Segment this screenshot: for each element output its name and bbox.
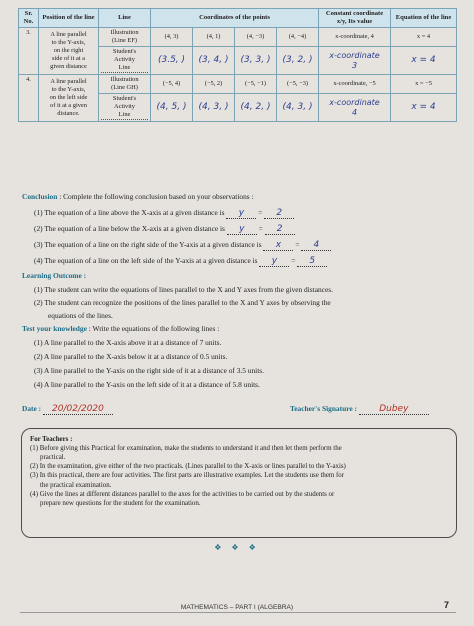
handwritten-constant: [319, 94, 391, 122]
position-line: on the left side: [49, 94, 88, 102]
handwritten-answer: y: [259, 256, 289, 267]
position-line: distance.: [57, 110, 80, 118]
conclusion-item-text: (4) The equation of a line on the left side of the Y-axis at a given distance is: [34, 256, 258, 265]
handwritten-answer: 5: [297, 256, 327, 267]
point-cell: (−5, −3): [277, 75, 319, 94]
line-label: Activity: [114, 103, 135, 111]
date-line: [22, 404, 113, 415]
equation-cell: x = −5: [391, 75, 457, 94]
observation-table: [18, 8, 457, 122]
point-cell: (−5, −1): [235, 75, 277, 94]
position-line: side of it at a: [51, 55, 85, 63]
point-cell: (−5, 2): [193, 75, 235, 94]
row-line-illustration: [99, 75, 151, 94]
row-sr: 3.: [19, 28, 39, 75]
position-line: to the Y-axis,: [51, 86, 86, 94]
date-value: 20/02/2020: [43, 404, 113, 415]
point-cell: (4, 3): [151, 28, 193, 47]
header-constant: Constant coordinate x/y, Its value: [319, 9, 391, 28]
handwritten-answer: 4: [301, 240, 331, 251]
row-line-illustration: [99, 28, 151, 47]
teachers-item: practical.: [40, 454, 66, 462]
handwritten-answer: x: [263, 240, 293, 251]
test-item: (1) A line parallel to the X-axis above it at a distance of 7 units.: [34, 338, 222, 347]
test-item: (2) A line parallel to the X-axis below it at a distance of 0.5 units.: [34, 352, 228, 361]
teachers-item: (3) In this practical, there are four activities. The first parts are illustrative examples. Let the students use them for: [30, 472, 345, 480]
conclusion-item: (1) The equation of a line above the X-axis at a given distance is y = 2: [34, 208, 294, 219]
teachers-item: (1) Before giving this Practical for examination, make the students to understand it and then let them perform the: [30, 445, 342, 453]
row-position: [39, 28, 99, 75]
learning-item: (2) The student can recognize the positions of the lines parallel to the X and Y axes by observing the: [34, 298, 331, 307]
page-footer: MATHEMATICS – PART I (ALGEBRA): [180, 604, 294, 611]
ornament-divider: ❖ ❖ ❖: [214, 543, 260, 552]
teachers-item: prepare new questions for the student for the examination.: [40, 499, 201, 507]
learning-title: Learning Outcome :: [22, 271, 87, 280]
handwritten-equation: x = 4: [391, 94, 457, 122]
test-intro: : Write the equations of the following lines :: [88, 324, 220, 333]
test-heading-line: [22, 324, 219, 333]
handwritten-answer: 2: [265, 224, 295, 235]
page-number: 7: [444, 600, 450, 610]
date-label: Date :: [22, 404, 42, 413]
learning-item: (1) The student can write the equations of lines parallel to the X and Y axes from the given distances.: [34, 285, 333, 294]
handwritten-point: (3.5, ): [151, 47, 193, 75]
line-label: Line: [101, 111, 148, 120]
line-label: (Line GH): [111, 84, 138, 92]
position-line: on the right: [53, 47, 84, 55]
handwritten-point: (3, 2, ): [277, 47, 319, 75]
table-row: [19, 75, 457, 94]
row-position: [39, 75, 99, 122]
teachers-item: the practical examination.: [40, 481, 112, 489]
signature-line: [290, 404, 429, 415]
point-cell: (4, −4): [277, 28, 319, 47]
handwritten-point: (3, 3, ): [235, 47, 277, 75]
position-line: given distance: [50, 63, 87, 71]
position-line: to the Y-axis,: [51, 39, 86, 47]
conclusion-title: Conclusion: [22, 192, 58, 201]
constant-cell: x-coordinate, −5: [319, 75, 391, 94]
line-label: (Line EF): [111, 37, 138, 45]
handwritten-constant-text: x-coordinate: [329, 50, 380, 60]
row-line-student: [99, 94, 151, 122]
line-label: Line: [101, 64, 148, 73]
handwritten-point: (4, 5, ): [151, 94, 193, 122]
handwritten-point: (4, 2, ): [235, 94, 277, 122]
learning-item: equations of the lines.: [48, 311, 113, 320]
line-label: Student's: [112, 48, 137, 56]
test-item: (4) A line parallel to the Y-axis on the left side of it at a distance of 5.8 units.: [34, 380, 260, 389]
header-equation: Equation of the line: [391, 9, 457, 28]
handwritten-point: (3, 4, ): [193, 47, 235, 75]
teachers-title: For Teachers :: [30, 436, 73, 443]
handwritten-answer: y: [226, 208, 256, 219]
equation-cell: x = 4: [391, 28, 457, 47]
header-coordinates: Coordinates of the points: [151, 9, 319, 28]
row-sr: 4.: [19, 75, 39, 122]
line-label: Illustration: [110, 76, 139, 84]
test-item: (3) A line parallel to the Y-axis on the right side of it at a distance of 3.5 units.: [34, 366, 265, 375]
handwritten-constant-text: x-coordinate: [329, 97, 380, 107]
conclusion-heading-line: [22, 192, 254, 201]
signature-label: Teacher's Signature :: [290, 404, 357, 413]
table-header-row: [19, 9, 457, 28]
handwritten-point: (4, 3, ): [193, 94, 235, 122]
header-line: Line: [99, 9, 151, 28]
row-line-student: [99, 47, 151, 75]
header-sr: Sr. No.: [19, 9, 39, 28]
point-cell: (−5, 4): [151, 75, 193, 94]
table-row: [19, 28, 457, 47]
point-cell: (4, 1): [193, 28, 235, 47]
conclusion-item: (2) The equation of a line below the X-axis at a given distance is y = 2: [34, 224, 295, 235]
teachers-item: (2) In the examination, give either of the two practicals. (Lines parallel to the X-axis or lines parallel to the Y-axis): [30, 463, 346, 471]
signature-value: Dubey: [359, 404, 429, 415]
handwritten-constant-value: 3: [351, 60, 358, 70]
teachers-note-box: [21, 428, 457, 538]
handwritten-constant: [319, 47, 391, 75]
teachers-item: (4) Give the lines at different distances parallel to the axes for the activities to be carried out by the students or: [30, 490, 335, 498]
header-position: Position of the line: [39, 9, 99, 28]
line-label: Illustration: [110, 29, 139, 37]
conclusion-item: (4) The equation of a line on the left side of the Y-axis at a given distance is y = 5: [34, 256, 327, 267]
test-title: Test your knowledge: [22, 324, 87, 333]
handwritten-answer: 2: [264, 208, 294, 219]
position-line: of it at a given: [50, 102, 87, 110]
line-label: Student's: [112, 95, 137, 103]
position-line: A line parallel: [50, 78, 87, 86]
conclusion-item-text: (2) The equation of a line below the X-axis at a given distance is: [34, 224, 225, 233]
conclusion-intro: : Complete the following conclusion based on your observations :: [59, 192, 254, 201]
conclusion-item-text: (1) The equation of a line above the X-axis at a given distance is: [34, 208, 225, 217]
conclusion-item-text: (3) The equation of a line on the right side of the Y-axis at a given distance is: [34, 240, 262, 249]
handwritten-constant-value: 4: [351, 107, 358, 117]
position-line: A line parallel: [50, 31, 87, 39]
line-label: Activity: [114, 56, 135, 64]
constant-cell: x-coordinate, 4: [319, 28, 391, 47]
handwritten-equation: x = 4: [391, 47, 457, 75]
handwritten-answer: y: [227, 224, 257, 235]
footer-rule: [20, 612, 456, 613]
point-cell: (4, −3): [235, 28, 277, 47]
handwritten-point: (4, 3, ): [277, 94, 319, 122]
conclusion-item: (3) The equation of a line on the right side of the Y-axis at a given distance is x = 4: [34, 240, 331, 251]
